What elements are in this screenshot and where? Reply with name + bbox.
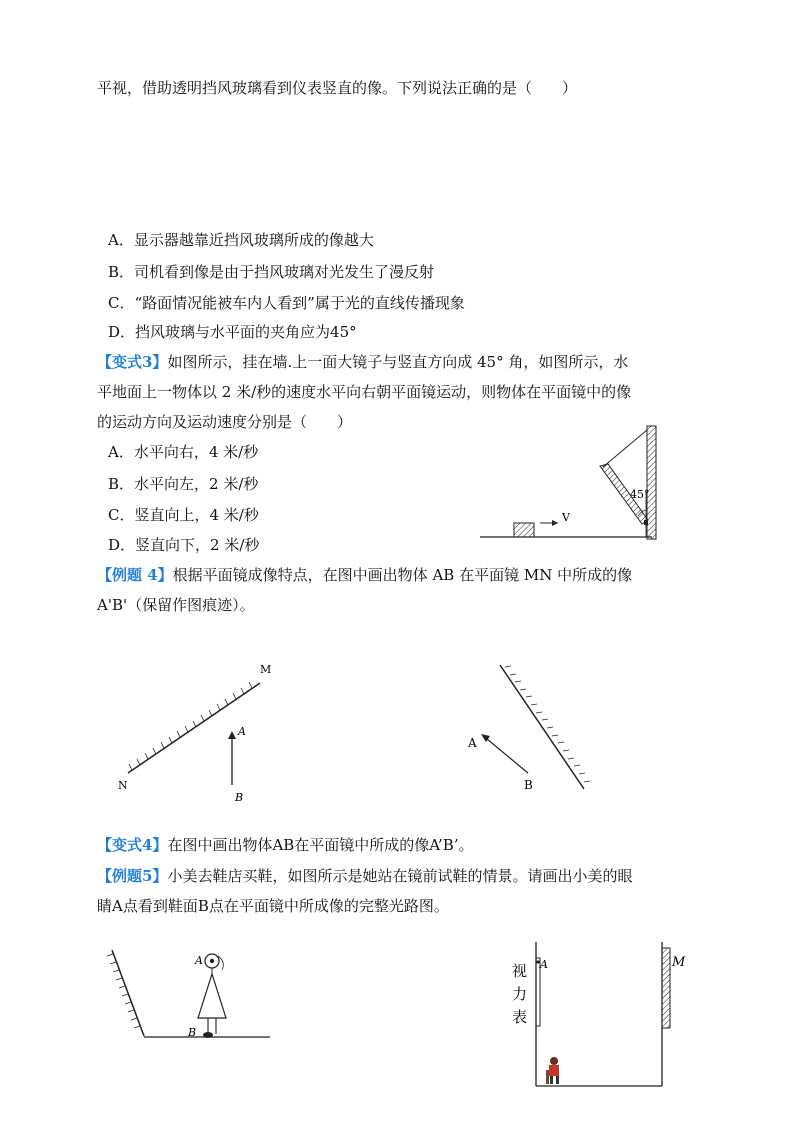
shoe [203, 1032, 213, 1038]
example5-shoe-figure [100, 940, 280, 1050]
label-m-mirror: M [672, 955, 686, 970]
q1-option-b: B．司机看到像是由于挡风玻璃对光发生了漫反射 [108, 263, 435, 281]
example5-line2: 睛A点看到鞋面B点在平面镜中所成像的完整光路图。 [97, 897, 449, 915]
variant3-mirror-figure [470, 420, 670, 550]
example4-tag: 【例题 4】 [97, 566, 173, 584]
q1-option-a: A．显示器越靠近挡风玻璃所成的像越大 [108, 231, 374, 249]
pivot [644, 520, 648, 525]
variant4-tag: 【变式4】 [97, 836, 168, 854]
mirror-mn-hatch [129, 682, 252, 770]
example4-figure1 [110, 655, 280, 805]
variant3-line1 [97, 352, 628, 372]
object-ab-2 [487, 739, 528, 773]
variant3-text1: 如图所示，挂在墙.上一面大镜子与竖直方向成 45° 角，如图所示，水 [167, 353, 629, 371]
slanted-mirror-hatch [107, 954, 140, 1028]
eye [210, 959, 214, 963]
example4-figure2 [460, 655, 600, 805]
slanted-mirror [112, 950, 144, 1036]
q1-option-d: D．挡风玻璃与水平面的夹角应为45° [108, 323, 357, 341]
variant3-option-a: A．水平向右，4 米/秒 [108, 443, 259, 461]
example5-line1 [97, 866, 632, 886]
wall [647, 426, 656, 539]
wall-support [603, 430, 647, 467]
label-a-eye: A [195, 954, 203, 967]
mirror-2 [500, 665, 584, 789]
chart-label-char3: 表 [512, 1008, 528, 1026]
moving-object [514, 523, 534, 537]
example4-line1 [97, 565, 632, 585]
q1-option-c: C．“路面情况能被车内人看到”属于光的直线传播现象 [108, 294, 465, 312]
intro-line: 平视，借助透明挡风玻璃看到仪表竖直的像。下列说法正确的是（ ） [97, 79, 578, 97]
example4-line2: A'B'（保留作图痕迹）。 [97, 596, 255, 614]
label-b-2: B [524, 778, 533, 792]
label-a-chart: A [540, 958, 548, 971]
example5-text1: 小美去鞋店买鞋，如图所示是她站在镜前试鞋的情景。请画出小美的眼 [167, 867, 633, 885]
dress [198, 974, 226, 1018]
variant4-line [97, 835, 473, 855]
example5-eye-chart-figure [500, 940, 700, 1095]
label-b-shoe: B [188, 1026, 197, 1039]
label-b: B [235, 791, 244, 804]
variant3-line2: 平地面上一物体以 2 米/秒的速度水平向右朝平面镜运动，则物体在平面镜中的像 [97, 383, 632, 401]
chart-label-char2: 力 [512, 985, 528, 1003]
label-m: M [260, 663, 272, 676]
seated-person [546, 1057, 559, 1084]
variant3-option-c: C．竖直向上，4 米/秒 [108, 506, 259, 524]
example5-tag: 【例题5】 [97, 867, 168, 885]
label-a: A [238, 725, 246, 738]
variant4-text: 在图中画出物体AB在平面镜中所成的像A’B’。 [167, 836, 474, 854]
example4-text1: 根据平面镜成像特点，在图中画出物体 AB 在平面镜 MN 中所成的像 [172, 566, 633, 584]
angle-label: 45° [630, 488, 650, 501]
chart-label-char1: 视 [512, 962, 528, 980]
variant3-option-d: D．竖直向下，2 米/秒 [108, 536, 260, 554]
variant3-tag: 【变式3】 [97, 353, 168, 371]
label-n: N [118, 779, 128, 792]
wall-mirror-m [662, 948, 670, 1028]
label-a-2: A [468, 736, 477, 750]
variant3-line3: 的运动方向及运动速度分别是（ ） [97, 413, 353, 431]
variant3-option-b: B．水平向左，2 米/秒 [108, 475, 259, 493]
velocity-label: V [562, 511, 570, 524]
